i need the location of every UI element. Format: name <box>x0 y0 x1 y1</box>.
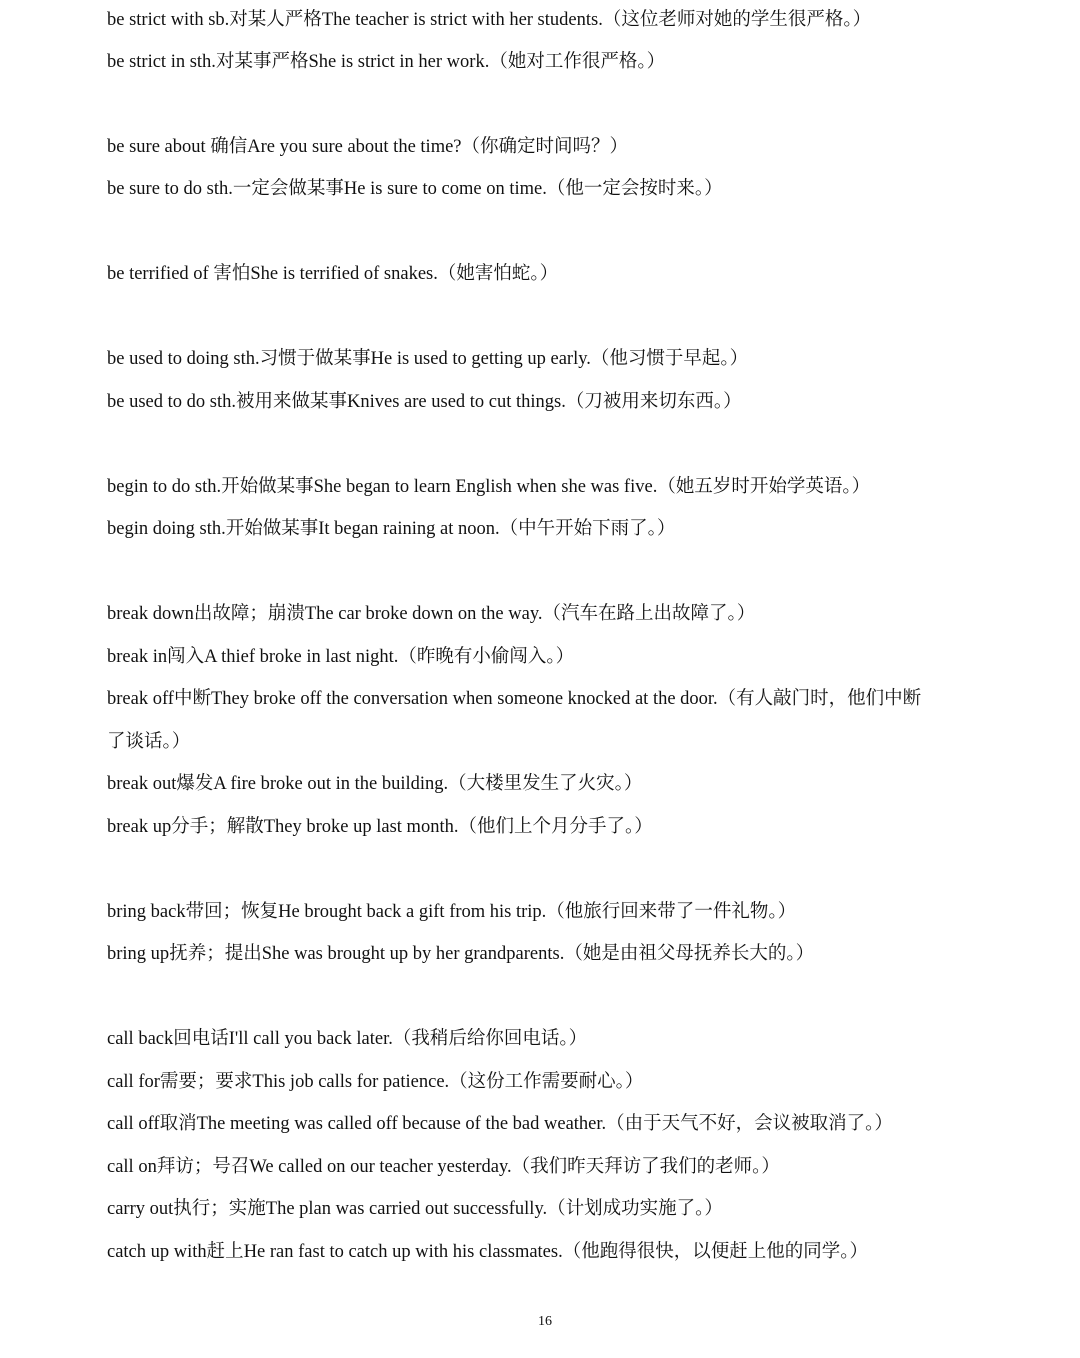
entry-break-in <box>107 645 1007 669</box>
example: This job calls for patience.（这份工作需要耐心。） <box>252 1072 644 1092</box>
example: They broke off the conversation when someone knocked at the door.（有人敲门时，他们中断 <box>210 689 922 709</box>
meaning: 带回；恢复 <box>185 902 279 922</box>
phrase: begin to do sth. <box>107 477 222 497</box>
entry-be-used-to-do <box>107 390 1007 414</box>
example-continuation: 了谈话。） <box>107 732 191 752</box>
meaning: 被用来做某事 <box>235 392 347 412</box>
phrase: be strict with sb. <box>107 10 230 30</box>
meaning: 回电话 <box>173 1029 229 1049</box>
entry-call-on <box>107 1155 1007 1179</box>
meaning: 分手；解散 <box>171 817 264 837</box>
meaning: 害怕 <box>213 264 251 284</box>
example: She is terrified of snakes.（她害怕蛇。） <box>250 264 559 284</box>
example: We called on our teacher yesterday.（我们昨天拜访了我们的老师。） <box>249 1157 780 1177</box>
meaning: 取消 <box>159 1114 197 1134</box>
entry-break-up <box>107 815 1007 839</box>
meaning: 闯入 <box>167 647 205 667</box>
phrase: be sure about <box>107 137 206 157</box>
meaning: 爆发 <box>176 774 214 794</box>
phrase: break off <box>107 689 174 709</box>
example: She is strict in her work.（她对工作很严格。） <box>308 52 666 72</box>
example: She was brought up by her grandparents.（她是由祖父母抚养长大的。） <box>261 944 815 964</box>
example: Are you sure about the time?（你确定时间吗？） <box>247 137 629 157</box>
meaning: 拜访；号召 <box>156 1157 250 1177</box>
entry-begin-doing <box>107 517 1007 541</box>
entry-break-down <box>107 602 1007 626</box>
entry-bring-up <box>107 942 1007 966</box>
entry-catch-up-with <box>107 1240 1007 1264</box>
example: He is used to getting up early.（他习惯于早起。） <box>370 349 749 369</box>
phrase: begin doing sth. <box>107 519 226 539</box>
entry-carry-out <box>107 1197 1007 1221</box>
phrase: catch up with <box>107 1242 207 1262</box>
meaning: 习惯于做某事 <box>259 349 371 369</box>
entry-call-for <box>107 1070 1007 1094</box>
entry-be-terrified-of <box>107 262 1007 286</box>
meaning: 开始做某事 <box>225 519 319 539</box>
phrase: call on <box>107 1157 157 1177</box>
entry-call-off <box>107 1112 1007 1136</box>
example: A thief broke in last night.（昨晚有小偷闯入。） <box>204 647 575 667</box>
entry-break-off-continuation <box>107 730 1007 754</box>
meaning: 需要；要求 <box>159 1072 253 1092</box>
phrase: break out <box>107 774 177 794</box>
example: The car broke down on the way.（汽车在路上出故障了。） <box>304 604 756 624</box>
example: They broke up last month.（他们上个月分手了。） <box>263 817 653 837</box>
phrase: break up <box>107 817 172 837</box>
meaning: 中断 <box>173 689 211 709</box>
phrase: be used to do sth. <box>107 392 236 412</box>
phrase: carry out <box>107 1199 174 1219</box>
example: I'll call you back later.（我稍后给你回电话。） <box>228 1029 588 1049</box>
example: Knives are used to cut things.（刀被用来切东西。） <box>347 392 742 412</box>
entry-break-off <box>107 687 1007 711</box>
example: He is sure to come on time.（他一定会按时来。） <box>343 179 723 199</box>
meaning: 对某事严格 <box>215 52 309 72</box>
phrase: break down <box>107 604 194 624</box>
entry-bring-back <box>107 900 1007 924</box>
entry-be-used-to-doing <box>107 347 1007 371</box>
phrase: bring back <box>107 902 186 922</box>
example: The meeting was called off because of the bad weather.（由于天气不好，会议被取消了。） <box>196 1114 893 1134</box>
meaning: 对某人严格 <box>229 10 322 30</box>
example: He brought back a gift from his trip.（他旅行回来带了一件礼物。） <box>278 902 797 922</box>
meaning: 赶上 <box>206 1242 244 1262</box>
example: He ran fast to catch up with his classmates.（他跑得很快，以便赶上他的同学。） <box>243 1242 868 1262</box>
entry-begin-to-do <box>107 475 1007 499</box>
phrase: call off <box>107 1114 160 1134</box>
example: She began to learn English when she was five.（她五岁时开始学英语。） <box>313 477 871 497</box>
phrase: be strict in sth. <box>107 52 216 72</box>
phrase: bring up <box>107 944 170 964</box>
meaning: 确信 <box>210 137 248 157</box>
entry-call-back <box>107 1027 1007 1051</box>
meaning: 抚养；提出 <box>169 944 262 964</box>
entry-be-strict-in <box>107 50 1007 74</box>
phrase: be used to doing sth. <box>107 349 260 369</box>
example: A fire broke out in the building.（大楼里发生了火灾。） <box>213 774 643 794</box>
phrase: break in <box>107 647 168 667</box>
entry-be-strict-with <box>107 8 1007 32</box>
meaning: 一定会做某事 <box>232 179 344 199</box>
example: The teacher is strict with her students.（这位老师对她的学生很严格。） <box>321 10 872 30</box>
meaning: 出故障；崩溃 <box>193 604 305 624</box>
entry-break-out <box>107 772 1007 796</box>
meaning: 开始做某事 <box>221 477 314 497</box>
example: It began raining at noon.（中午开始下雨了。） <box>318 519 676 539</box>
phrase: be terrified of <box>107 264 209 284</box>
example: The plan was carried out successfully.（计划成功实施了。） <box>265 1199 723 1219</box>
phrase: be sure to do sth. <box>107 179 233 199</box>
entry-be-sure-to <box>107 177 1007 201</box>
phrase: call for <box>107 1072 160 1092</box>
phrase: call back <box>107 1029 174 1049</box>
entry-be-sure-about <box>107 135 1007 159</box>
meaning: 执行；实施 <box>173 1199 266 1219</box>
page-number: 16 <box>538 1314 552 1329</box>
